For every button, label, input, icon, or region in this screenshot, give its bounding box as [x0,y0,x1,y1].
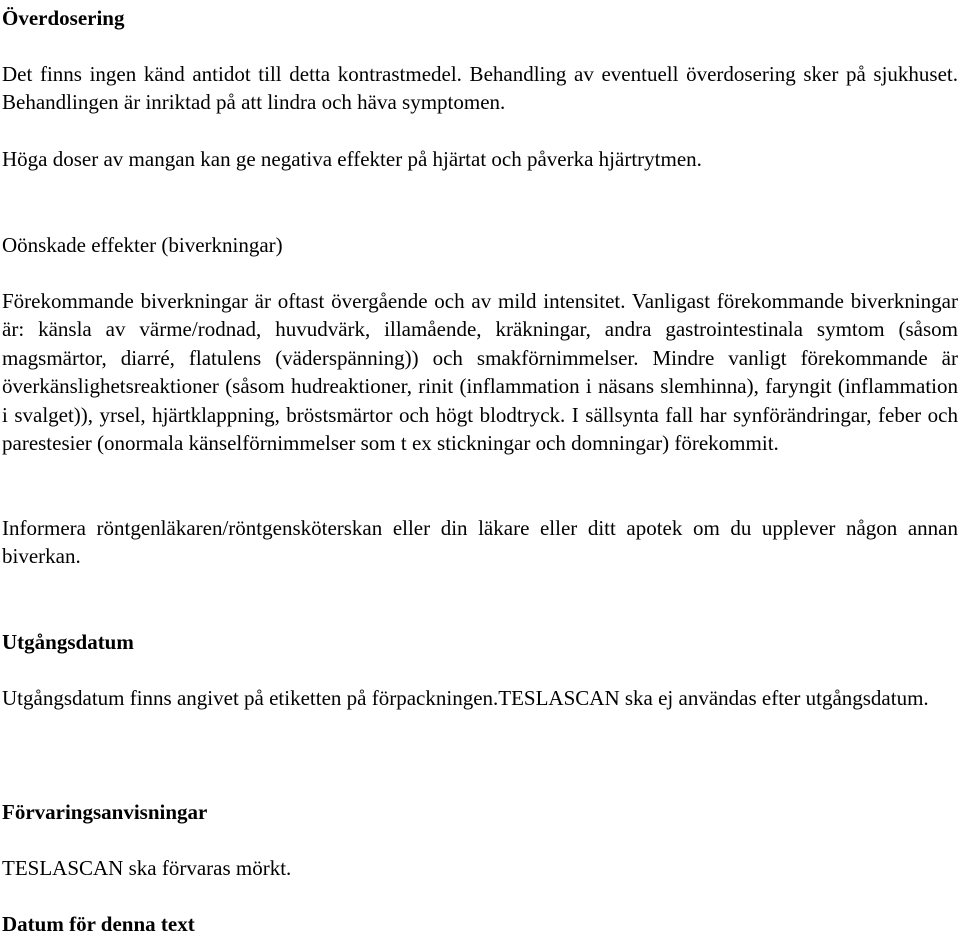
paragraph-overdose-manganese: Höga doser av mangan kan ge negativa effekter på hjärtat och påverka hjärtrytmen. [2,147,702,171]
heading-side-effects: Oönskade effekter (biverkningar) [2,233,283,257]
heading-overdose: Överdosering [2,6,125,30]
paragraph-overdose-treatment: Det finns ingen känd antidot till detta kontrastmedel. Behandling av eventuell överdosering sker på sjukhuset. Behandlingen är inriktad på att lindra och häva symptomen. [2,62,958,115]
paragraph-side-effects-list: Förekommande biverkningar är oftast övergående och av mild intensitet. Vanligast förekommande biverkningar är: känsla av värme/rodnad, huvudvärk, illamående, kräkningar, andra gastrointestinala symtom (såsom magsmärtor, diarré, flatulens (väderspänning)) och smakförnimmelser. Mindre vanligt förekommande är överkänslighetsreaktioner (såsom hudreaktioner, rinit (inflammation i näsans slemhinna), faryngit (inflammation i svalget)), yrsel, hjärtklappning, bröstsmärtor och högt blodtryck. I sällsynta fall har synförändringar, feber och parestesier (onormala känselförnimmelser som t ex stickningar och domningar) förekommit. [2,289,958,456]
paragraph-storage-info: TESLASCAN ska förvaras mörkt. [2,856,292,880]
heading-text-date: Datum för denna text [2,912,195,936]
paragraph-expiry-info: Utgångsdatum finns angivet på etiketten på förpackningen.TESLASCAN ska ej användas efter utgångsdatum. [2,686,929,710]
heading-storage: Förvaringsanvisningar [2,800,208,824]
heading-expiry-date: Utgångsdatum [2,630,134,654]
paragraph-side-effects-inform: Informera röntgenläkaren/röntgensköterskan eller din läkare eller ditt apotek om du upplever någon annan biverkan. [2,516,958,569]
